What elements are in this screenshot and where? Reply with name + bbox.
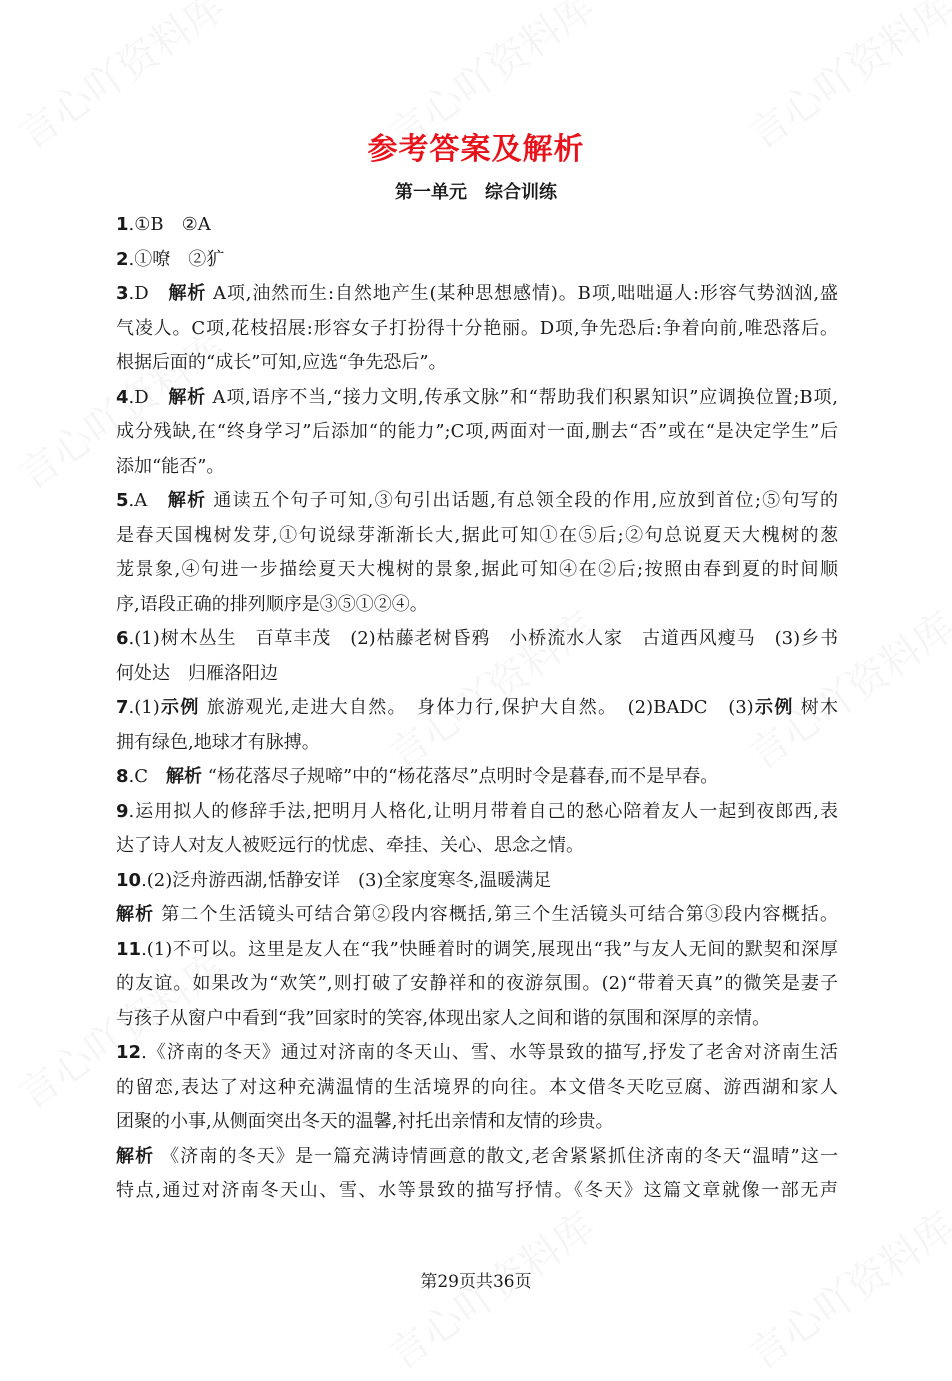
text-run: A项,油然而生:自然地产生(某种思想感情)。B项,咄咄逼人:形容气势汹汹,盛 [206,283,838,304]
text-run: 《济南的冬天》是一篇充满诗情画意的散文,老舍紧紧抓住济南的冬天“温晴”这一 [154,1145,838,1167]
text-run: .D [128,386,169,408]
text-line [116,662,838,686]
text-line [116,593,838,617]
text-line [116,938,838,962]
text-line [116,972,838,996]
bold-label: 4 [116,386,129,408]
text-run: .C [128,766,167,787]
text-line [116,731,838,755]
text-run: 茏景象,④句进一步描绘夏天大槐树的景象,据此可知④在②后;按照由春到夏的时间顺 [116,559,838,580]
text-run: A项,语序不当,“接力文明,传承文脉”和“帮助我们积累知识”应调换位置;B项, [205,386,838,408]
text-run: “杨花落尽子规啼”中的“杨花落尽”点明时令是暮春,而不是早春。 [202,766,719,787]
text-line [116,696,838,720]
bold-label: 解析 [116,904,155,925]
text-line [116,489,838,513]
text-run: 的友谊。如果改为“欢笑”,则打破了安静祥和的夜游氛围。(2)“带着天真”的微笑是妻子 [116,973,838,994]
bold-label: 10 [116,869,142,891]
text-run: 根据后面的“成长”可知,应选“争先恐后”。 [116,352,447,373]
text-run: 成分残缺,在“终身学习”后添加“的能力”;C项,两面对一面,删去“否”或在“是决定学生”后 [116,421,838,442]
text-run: .①B ②A [128,214,211,235]
text-line [116,558,838,582]
bold-label: 5 [116,490,129,511]
text-line [116,455,838,479]
section-subtitle: 第一单元 综合训练 [395,182,557,203]
bold-label: 9 [116,800,129,822]
text-line [116,524,838,548]
text-run: .(1) [128,697,160,718]
text-run: 特点,通过对济南冬天山、雪、水等景致的描写抒情。《冬天》这篇文章就像一部无声 [116,1180,838,1201]
text-run: 的留恋,表达了对这种充满温情的生活境界的向往。本文借冬天吃豆腐、游西湖和家人 [116,1076,838,1098]
bold-label: 解析 [116,1145,155,1167]
text-line [116,1145,838,1169]
bold-label: 7 [116,697,129,718]
text-run: 树木 [793,697,838,718]
bold-label: 2 [116,248,129,270]
text-run: 序,语段正确的排列顺序是③⑤①②④。 [116,593,428,615]
text-line [116,834,838,858]
text-run: 拥有绿色,地球才有脉搏。 [116,731,320,753]
bold-label: 11 [116,938,142,960]
text-line [116,282,838,306]
text-run: .(1)树木丛生 百草丰茂 (2)枯藤老树昏鸦 小桥流水人家 古道西风瘦马 (3)乡书 [128,628,838,649]
text-line [116,903,838,927]
text-line [116,627,838,651]
text-line [116,765,838,789]
text-line [116,248,838,272]
text-line [116,213,838,237]
bold-label: 解析 [168,283,207,304]
text-line [116,1110,838,1134]
text-run: 与孩子从窗户中看到“我”回家时的笑容,体现出家人之间和谐的氛围和深厚的亲情。 [116,1007,771,1029]
text-run: .运用拟人的修辞手法,把明月人格化,让明月带着自己的愁心陪着友人一起到夜郎西,表 [128,800,838,822]
text-run: .①嘹 ②犷 [128,248,225,270]
text-run: .(1)不可以。这里是友人在“我”快睡着时的调笑,展现出“我”与友人无间的默契和深厚 [141,938,838,960]
bold-label: 解析 [166,766,203,787]
text-run: 通读五个句子可知,③句引出话题,有总领全段的作用,应放到首位;⑤句写的 [206,490,838,511]
bold-label: 1 [116,214,129,235]
bold-label: 6 [116,628,129,649]
text-line [116,420,838,444]
text-line [116,386,838,410]
text-run: 气凌人。C项,花枝招展:形容女子打扮得十分艳丽。D项,争先恐后:争着向前,唯恐落后。 [116,317,838,339]
text-line [116,317,838,341]
bold-label: 解析 [168,386,206,408]
page-number: 第29页共36页 [420,1272,532,1292]
text-line [116,1007,838,1031]
bold-label: 8 [116,766,129,787]
bold-label: 12 [116,1042,142,1063]
text-run: 达了诗人对友人被贬远行的忧虑、牵挂、关心、思念之情。 [116,835,584,856]
text-run: .《济南的冬天》通过对济南的冬天山、雪、水等景致的描写,抒发了老舍对济南生活 [141,1042,838,1063]
bold-label: 示例 [159,697,200,718]
text-line [116,800,838,824]
bold-label: 解析 [167,490,207,511]
text-run: 团聚的小事,从侧面突出冬天的温馨,衬托出亲情和友情的珍贵。 [116,1111,614,1132]
text-line [116,351,838,375]
text-run: 旅游观光,走进大自然。 身体力行,保护大自然。 (2)BADC (3) [199,697,754,718]
text-run: 添加“能否”。 [116,455,225,477]
text-run: 第二个生活镜头可结合第②段内容概括,第三个生活镜头可结合第③段内容概括。 [154,904,839,925]
text-line [116,1041,838,1065]
bold-label: 3 [116,283,129,304]
text-line [116,1076,838,1100]
text-run: .A [128,490,168,511]
page-title: 参考答案及解析 [367,132,585,167]
text-run: .(2)泛舟游西湖,恬静安详 (3)全家度寒冬,温暖满足 [141,869,552,891]
text-line [116,869,838,893]
text-line [116,1179,838,1203]
bold-label: 示例 [753,697,794,718]
text-run: 是春天国槐树发芽,①句说绿芽渐渐长大,据此可知①在⑤后;②句总说夏天大槐树的葱 [116,524,838,546]
text-run: .D [128,283,169,304]
text-run: 何处达 归雁洛阳边 [116,662,278,684]
